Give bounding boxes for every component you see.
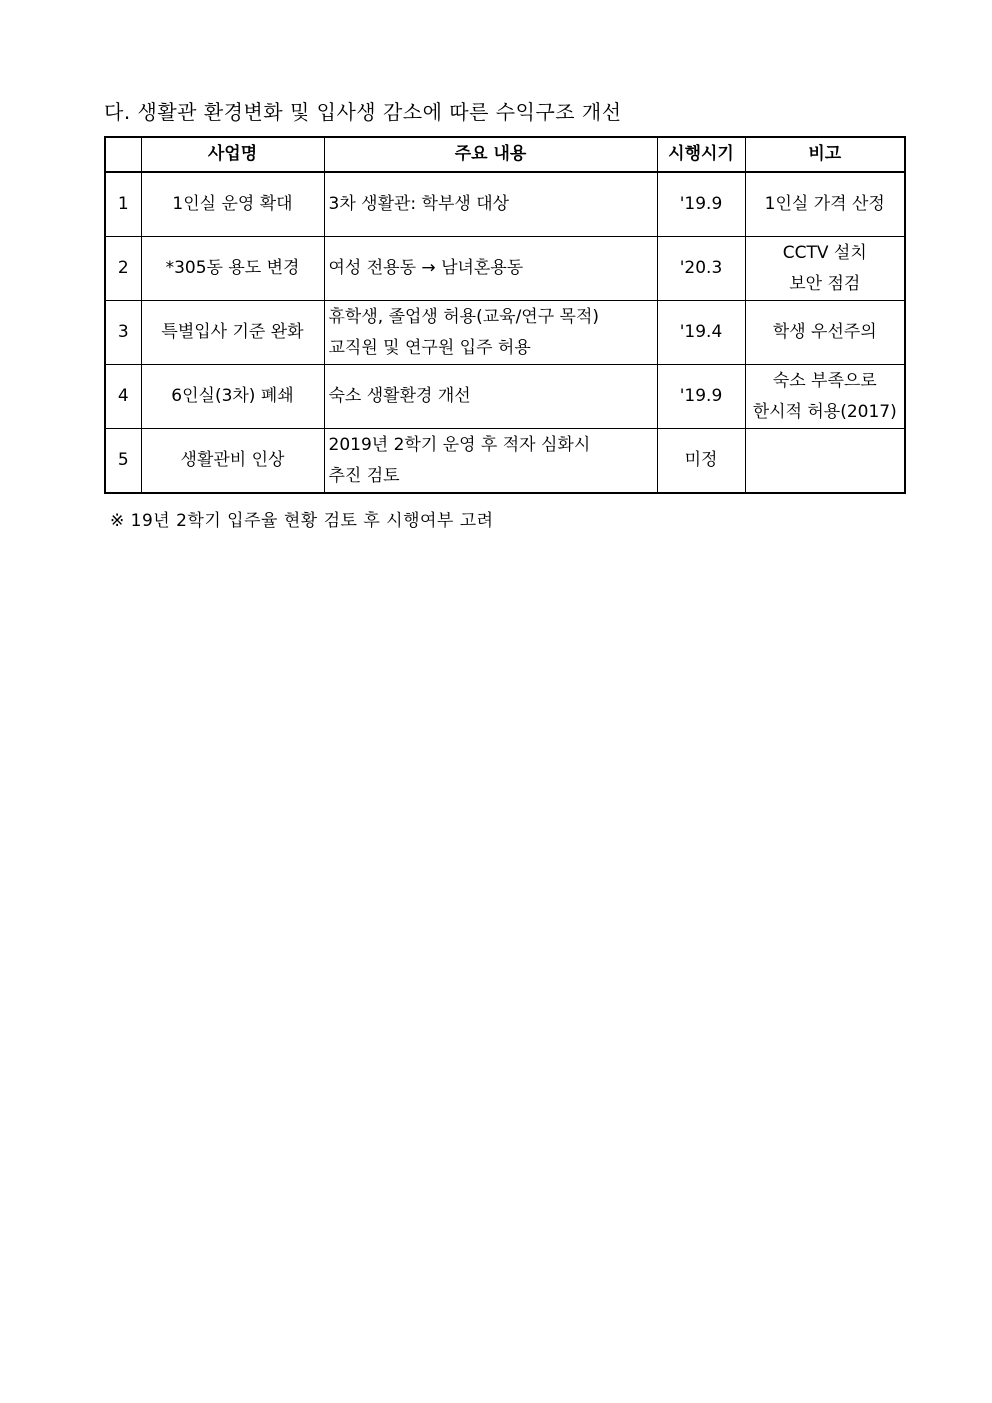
row-number: 5 <box>105 429 141 494</box>
footnote: ※ 19년 2학기 입주율 현황 검토 후 시행여부 고려 <box>110 511 494 531</box>
note-line: 한시적 허용(2017) <box>752 401 897 422</box>
project-period: 미정 <box>657 429 745 494</box>
note-line: 학생 우선주의 <box>772 322 877 342</box>
project-content <box>324 429 657 494</box>
table-row <box>105 172 905 237</box>
project-name: 특별입사 기준 완화 <box>141 301 324 365</box>
content-line: 여성 전용동 → 남녀혼용동 <box>328 258 524 278</box>
note-line: 보안 점검 <box>789 273 861 294</box>
content-line: 3차 생활관: 학부생 대상 <box>328 194 510 214</box>
content-line: 추진 검토 <box>328 465 400 486</box>
project-content <box>324 237 657 301</box>
project-period: '20.3 <box>657 237 745 301</box>
project-content <box>324 301 657 365</box>
section-heading: 다. 생활관 환경변화 및 입사생 감소에 따른 수익구조 개선 <box>104 100 622 124</box>
note-line: CCTV 설치 <box>782 242 867 263</box>
content-line: 2019년 2학기 운영 후 적자 심화시 <box>328 434 591 455</box>
project-name: 6인실(3차) 폐쇄 <box>141 365 324 429</box>
header-period: 시행시기 <box>657 137 745 172</box>
project-note <box>745 237 905 301</box>
table-row <box>105 301 905 365</box>
row-number: 4 <box>105 365 141 429</box>
table-row <box>105 237 905 301</box>
project-name: *305동 용도 변경 <box>141 237 324 301</box>
project-note <box>745 429 905 494</box>
header-note: 비고 <box>745 137 905 172</box>
row-number: 2 <box>105 237 141 301</box>
project-note <box>745 301 905 365</box>
project-note <box>745 365 905 429</box>
project-period: '19.9 <box>657 172 745 237</box>
table-row <box>105 429 905 494</box>
content-line: 휴학생, 졸업생 허용(교육/연구 목적) <box>328 306 600 327</box>
project-period: '19.4 <box>657 301 745 365</box>
note-line: 1인실 가격 산정 <box>764 194 885 214</box>
table-header-row <box>105 137 905 172</box>
content-line: 교직원 및 연구원 입주 허용 <box>328 337 531 358</box>
header-num <box>105 137 141 172</box>
header-name: 사업명 <box>141 137 324 172</box>
table-row <box>105 365 905 429</box>
header-content: 주요 내용 <box>324 137 657 172</box>
project-name: 생활관비 인상 <box>141 429 324 494</box>
note-line: 숙소 부족으로 <box>772 370 877 391</box>
row-number: 3 <box>105 301 141 365</box>
project-content <box>324 172 657 237</box>
project-content <box>324 365 657 429</box>
row-number: 1 <box>105 172 141 237</box>
project-period: '19.9 <box>657 365 745 429</box>
content-line: 숙소 생활환경 개선 <box>328 386 471 406</box>
project-name: 1인실 운영 확대 <box>141 172 324 237</box>
project-note <box>745 172 905 237</box>
improvement-plan-table <box>104 136 906 494</box>
